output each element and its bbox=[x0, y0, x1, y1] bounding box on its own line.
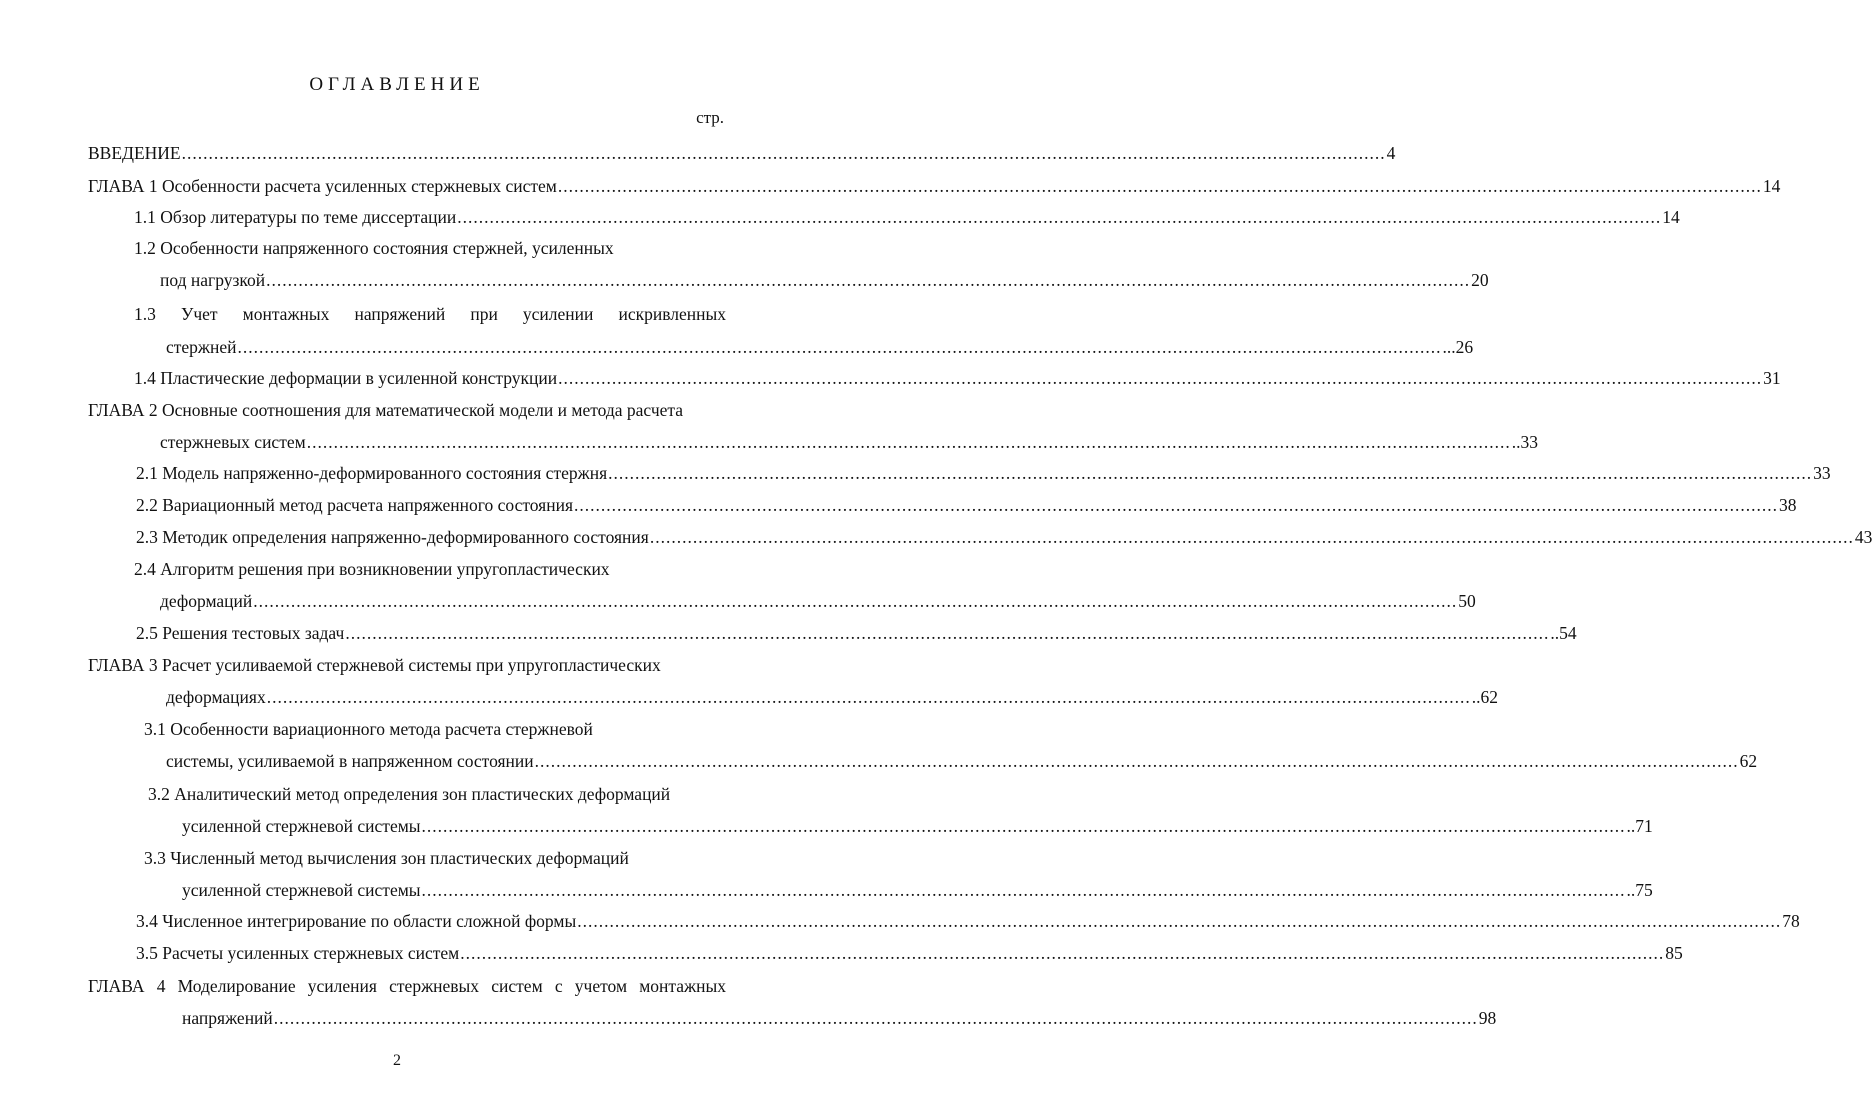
dot-leader: ................................................................................................................................................................................................................................ bbox=[558, 368, 1763, 388]
toc-entry[interactable] bbox=[136, 942, 1683, 964]
dot-leader: ................................................................................................................................................................................................................................ bbox=[421, 880, 1626, 900]
dot-leader: ................................................................................................................................................................................................................................ bbox=[237, 337, 1442, 357]
toc-entry-heading[interactable] bbox=[88, 975, 726, 997]
toc-entry-heading[interactable] bbox=[144, 847, 629, 869]
toc-entry[interactable] bbox=[136, 622, 1577, 644]
toc-entry[interactable] bbox=[182, 879, 1653, 901]
dot-leader: ................................................................................................................................................................................................................................ bbox=[608, 463, 1813, 483]
toc-entry-heading[interactable] bbox=[88, 654, 661, 676]
toc-entry-text: 1.2 Особенности напряженного состояния стержней, усиленных bbox=[134, 238, 614, 258]
page-title: ОГЛАВЛЕНИЕ bbox=[309, 74, 485, 95]
toc-entry[interactable] bbox=[134, 206, 1680, 228]
toc-entry[interactable] bbox=[182, 815, 1653, 837]
page-number: 2 bbox=[393, 1052, 401, 1069]
toc-entry-text: ГЛАВА 4 Моделирование усиления стержневых систем с учетом монтажных bbox=[88, 976, 726, 996]
toc-entry-text: 2.5 Решения тестовых задач bbox=[136, 623, 345, 643]
toc-entry-page: 14 bbox=[1662, 207, 1680, 227]
toc-entry-text: стержневых систем bbox=[160, 432, 306, 452]
toc-entry[interactable] bbox=[166, 750, 1758, 772]
toc-entry-page: ...26 bbox=[1442, 337, 1474, 357]
toc-entry-text: ВВЕДЕНИЕ bbox=[88, 143, 181, 163]
toc-entry-text: деформаций bbox=[160, 591, 253, 611]
dot-leader: ................................................................................................................................................................................................................................ bbox=[557, 176, 1762, 196]
toc-entry-text: 2.1 Модель напряженно-деформированного состояния стержня bbox=[136, 463, 608, 483]
toc-entry-page: 78 bbox=[1782, 911, 1800, 931]
toc-entry-page: ..71 bbox=[1626, 816, 1653, 836]
toc-entry[interactable] bbox=[182, 1007, 1497, 1029]
toc-entry-page: 31 bbox=[1763, 368, 1781, 388]
toc-entry-text: стержней bbox=[166, 337, 237, 357]
toc-entry[interactable] bbox=[88, 175, 1781, 197]
toc-entry[interactable] bbox=[166, 336, 1474, 358]
toc-entry-heading[interactable] bbox=[134, 558, 610, 580]
toc-entry[interactable] bbox=[160, 269, 1489, 291]
toc-entry-text: 3.3 Численный метод вычисления зон пластических деформаций bbox=[144, 848, 629, 868]
toc-entry-page: 33 bbox=[1813, 463, 1831, 483]
dot-leader: ................................................................................................................................................................................................................................ bbox=[273, 1008, 1478, 1028]
toc-entry-page: 62 bbox=[1739, 751, 1758, 771]
toc-entry-text: 1.3 Учет монтажных напряжений при усилении искривленных bbox=[134, 304, 726, 324]
toc-entry-page: 50 bbox=[1458, 591, 1476, 611]
toc-entry[interactable] bbox=[136, 910, 1800, 932]
toc-entry-text: 3.5 Расчеты усиленных стержневых систем bbox=[136, 943, 460, 963]
toc-entry-heading[interactable] bbox=[88, 399, 683, 421]
toc-entry-text: напряжений bbox=[182, 1008, 273, 1028]
toc-entry[interactable] bbox=[166, 686, 1498, 708]
toc-entry-text: 2.2 Вариационный метод расчета напряженного состояния bbox=[136, 495, 573, 515]
toc-entry-page: 85 bbox=[1665, 943, 1683, 963]
dot-leader: ................................................................................................................................................................................................................................ bbox=[574, 495, 1778, 515]
toc-entry[interactable] bbox=[160, 590, 1476, 612]
toc-entry-text: 3.1 Особенности вариационного метода расчета стержневой bbox=[144, 719, 593, 739]
dot-leader: ................................................................................................................................................................................................................................ bbox=[253, 591, 1458, 611]
dot-leader: ................................................................................................................................................................................................................................ bbox=[181, 143, 1386, 163]
toc-entry[interactable] bbox=[136, 526, 1872, 548]
toc-entry-heading[interactable] bbox=[148, 783, 670, 805]
toc-entry-text: усиленной стержневой системы bbox=[182, 816, 421, 836]
toc-entry-text: 1.1 Обзор литературы по теме диссертации bbox=[134, 207, 457, 227]
toc-entry-text: ГЛАВА 1 Особенности расчета усиленных стержневых систем bbox=[88, 176, 557, 196]
toc-entry-page: 38 bbox=[1779, 495, 1797, 515]
toc-entry[interactable] bbox=[136, 494, 1797, 516]
toc-entry-page: 4 bbox=[1386, 143, 1396, 163]
toc-entry[interactable] bbox=[136, 462, 1831, 484]
dot-leader: ................................................................................................................................................................................................................................ bbox=[649, 527, 1854, 547]
toc-entry-page: ..62 bbox=[1471, 687, 1498, 707]
toc-entry-text: ГЛАВА 2 Основные соотношения для математической модели и метода расчета bbox=[88, 400, 684, 420]
dot-leader: ................................................................................................................................................................................................................................ bbox=[306, 432, 1511, 452]
toc-entry-text: 3.2 Аналитический метод определения зон пластических деформаций bbox=[148, 784, 671, 804]
toc-entry[interactable] bbox=[88, 142, 1396, 164]
toc-entry-page: ..75 bbox=[1626, 880, 1653, 900]
toc-entry-page: 14 bbox=[1762, 176, 1781, 196]
dot-leader: ................................................................................................................................................................................................................................ bbox=[421, 816, 1626, 836]
toc-entry[interactable] bbox=[160, 431, 1538, 453]
toc-entry-text: системы, усиливаемой в напряженном состоянии bbox=[166, 751, 534, 771]
toc-entry-page: 43 bbox=[1854, 527, 1872, 547]
dot-leader: ................................................................................................................................................................................................................................ bbox=[457, 207, 1662, 227]
toc-entry-text: усиленной стержневой системы bbox=[182, 880, 421, 900]
toc-entry-heading[interactable] bbox=[134, 303, 726, 325]
toc-entry[interactable] bbox=[134, 367, 1781, 389]
dot-leader: ................................................................................................................................................................................................................................ bbox=[577, 911, 1782, 931]
toc-entry-text: под нагрузкой bbox=[160, 270, 266, 290]
toc-entry-page: 98 bbox=[1478, 1008, 1497, 1028]
toc-entry-text: 2.3 Методик определения напряженно-деформированного состояния bbox=[136, 527, 649, 547]
toc-entry-text: деформациях bbox=[166, 687, 266, 707]
toc-entry-page: 20 bbox=[1471, 270, 1489, 290]
toc-entry-text: 3.4 Численное интегрирование по области сложной формы bbox=[136, 911, 577, 931]
toc-entry-text: 1.4 Пластические деформации в усиленной конструкции bbox=[134, 368, 558, 388]
dot-leader: ................................................................................................................................................................................................................................ bbox=[460, 943, 1665, 963]
dot-leader: ................................................................................................................................................................................................................................ bbox=[266, 270, 1471, 290]
toc-entry-text: ГЛАВА 3 Расчет усиливаемой стержневой системы при упругопластических bbox=[88, 655, 661, 675]
page-column-label: стр. bbox=[696, 108, 724, 127]
toc-entry-heading[interactable] bbox=[144, 718, 593, 740]
dot-leader: ................................................................................................................................................................................................................................ bbox=[534, 751, 1739, 771]
dot-leader: ................................................................................................................................................................................................................................ bbox=[266, 687, 1471, 707]
toc-entry-page: ..54 bbox=[1550, 623, 1577, 643]
dot-leader: ................................................................................................................................................................................................................................ bbox=[345, 623, 1550, 643]
toc-entry-text: 2.4 Алгоритм решения при возникновении упругопластических bbox=[134, 559, 610, 579]
toc-entry-heading[interactable] bbox=[134, 237, 614, 259]
toc-entry-page: ..33 bbox=[1511, 432, 1538, 452]
